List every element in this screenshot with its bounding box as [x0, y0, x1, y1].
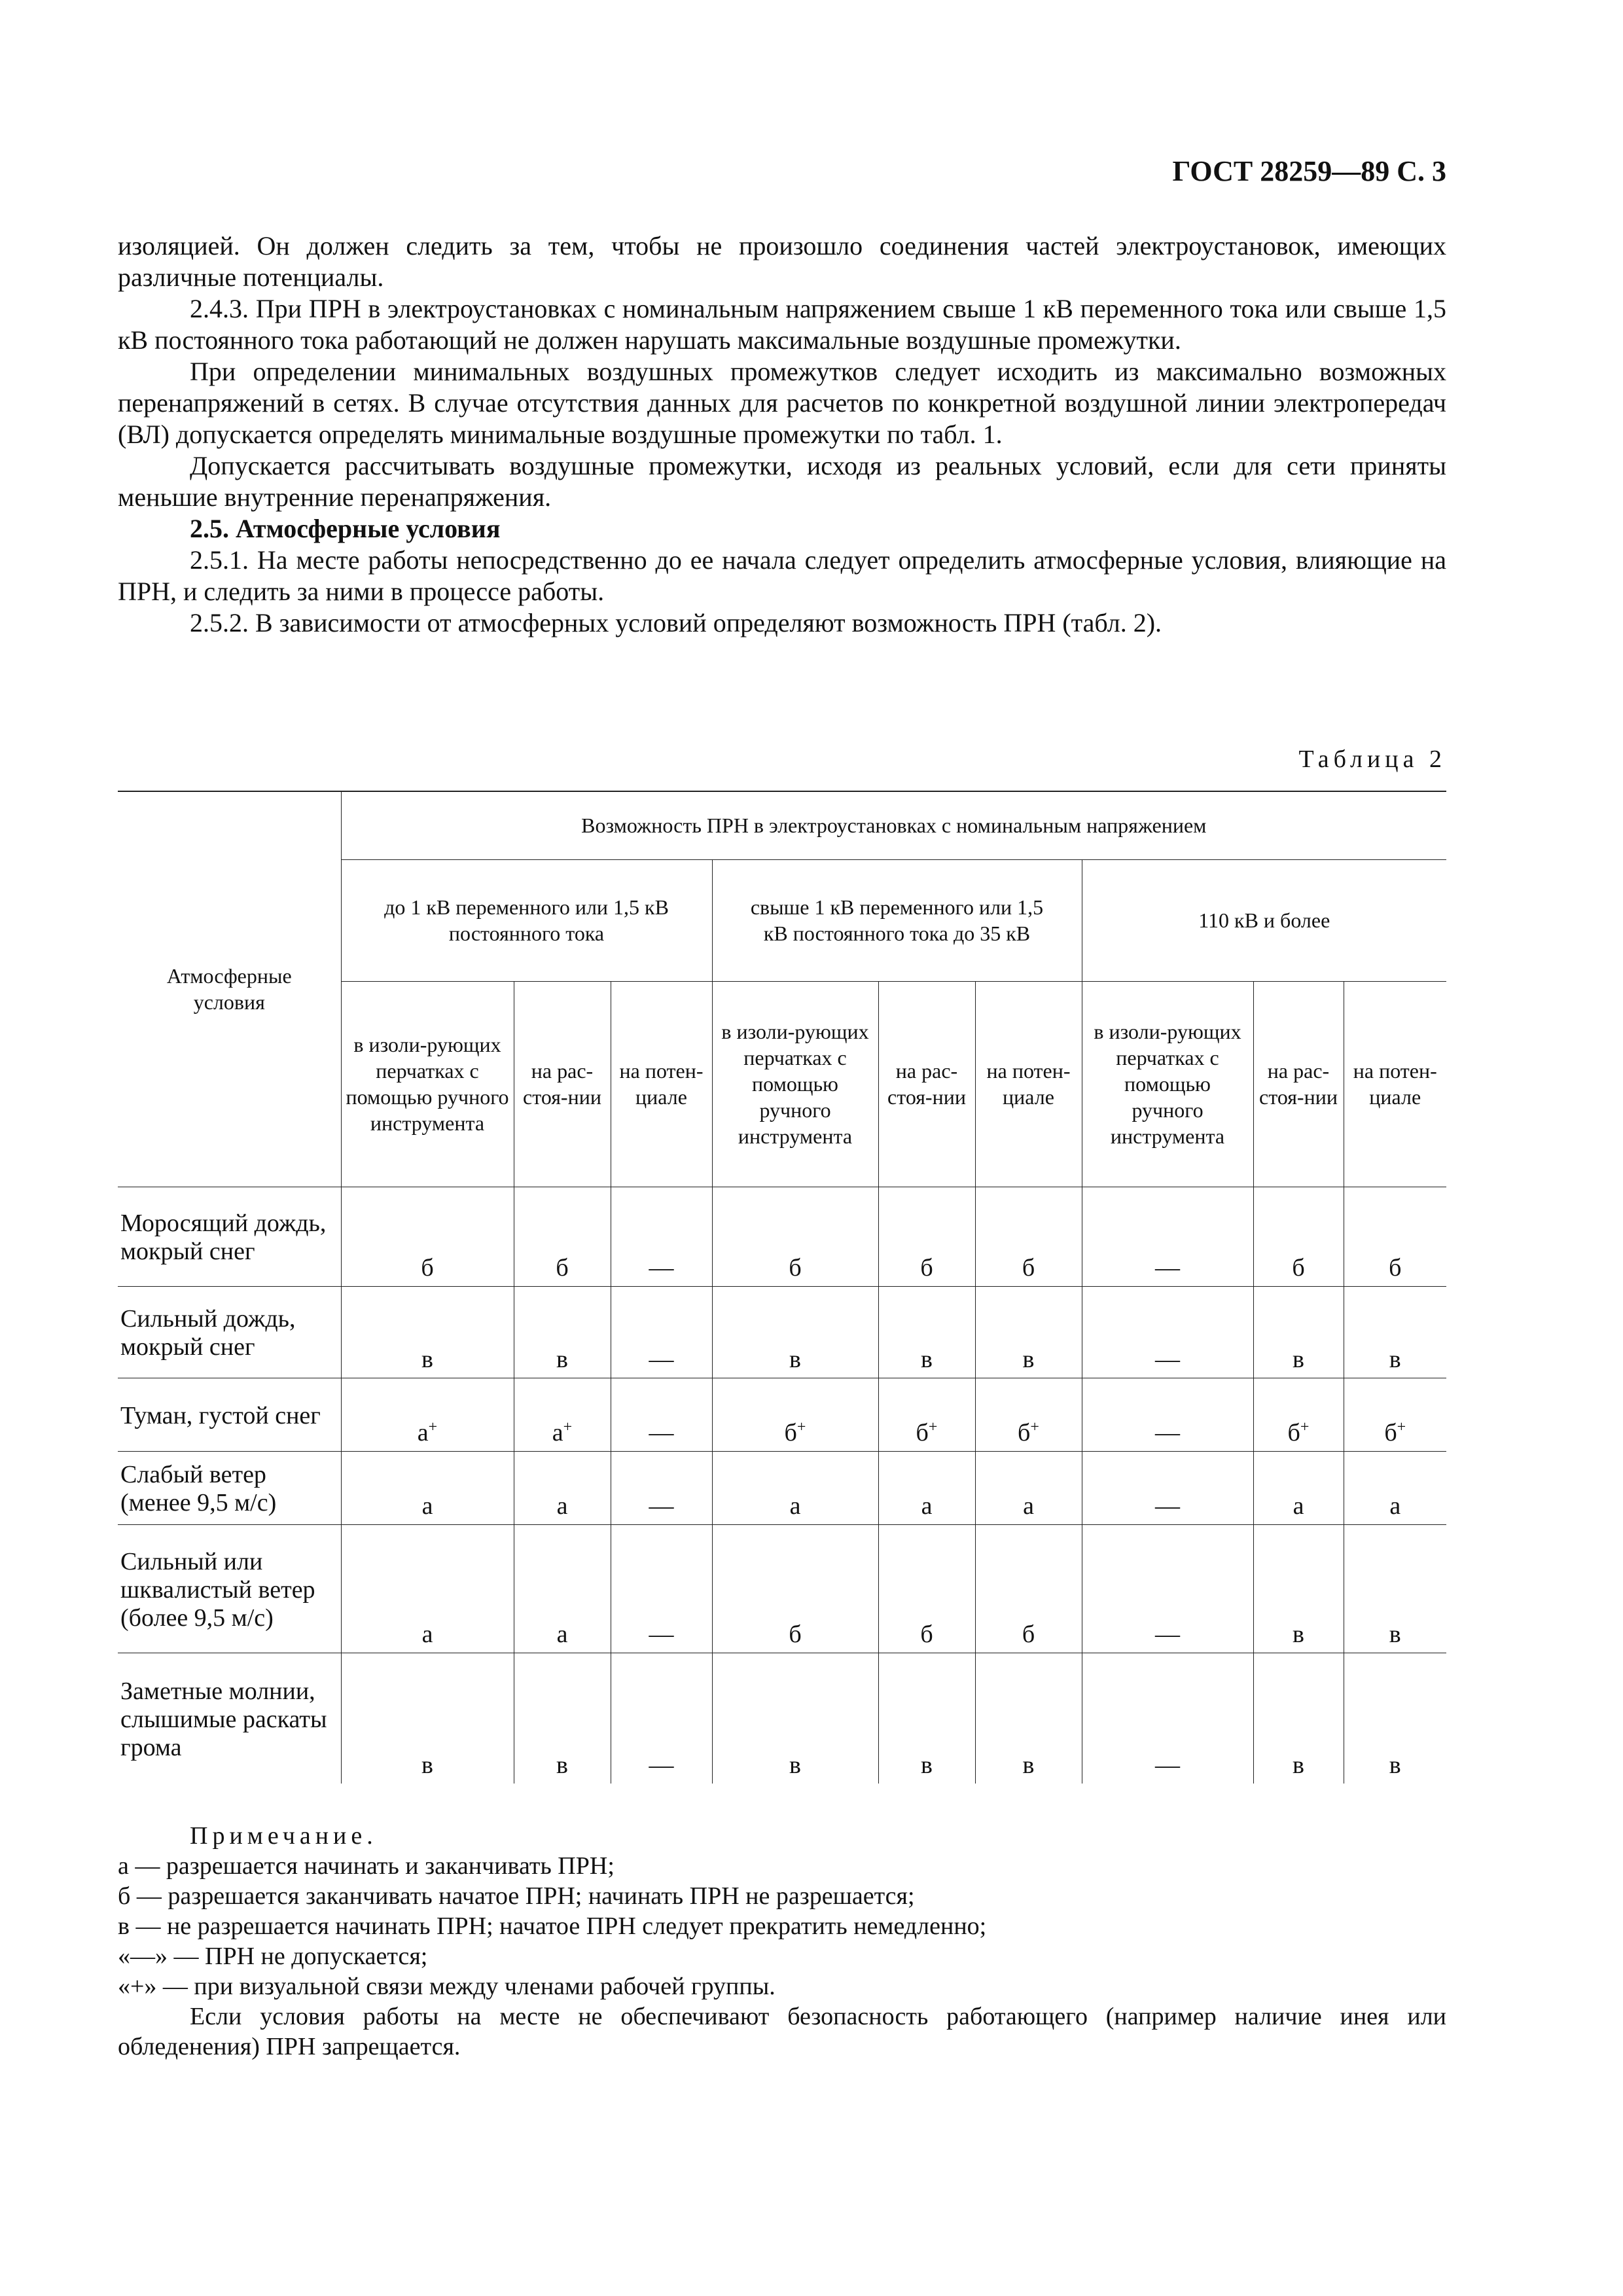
value-cell: — [611, 1653, 712, 1784]
value-cell: б+ [975, 1378, 1082, 1451]
value-cell: в [975, 1653, 1082, 1784]
value-cell: а+ [514, 1378, 611, 1451]
table-row [118, 1378, 1446, 1451]
value-cell: в [341, 1286, 514, 1378]
value-cell: а [341, 1451, 514, 1524]
value-cell: — [611, 1451, 712, 1524]
group-header: Возможность ПРН в электроустановках с номинальным напряжением [341, 791, 1446, 859]
value-cell: в [514, 1286, 611, 1378]
value-cell: в [1253, 1653, 1344, 1784]
value-cell: б+ [712, 1378, 878, 1451]
value-cell: а [514, 1451, 611, 1524]
table-row [118, 1187, 1446, 1286]
value-cell: — [1082, 1286, 1253, 1378]
value-cell: в [975, 1286, 1082, 1378]
value-cell: — [611, 1286, 712, 1378]
group-2-header: свыше 1 кВ переменного или 1,5 кВ постоянного тока до 35 кВ [712, 859, 1082, 981]
notes-title: Примечание. [190, 1822, 378, 1850]
condition-cell: Заметные молнии, слышимые раскаты грома [120, 1677, 327, 1761]
method-distance: на рас-стоя-нии [878, 981, 975, 1187]
value-cell: в [1253, 1524, 1344, 1653]
value-cell: а [1253, 1451, 1344, 1524]
value-cell: — [611, 1524, 712, 1653]
value-cell: — [611, 1187, 712, 1286]
value-cell: — [1082, 1451, 1253, 1524]
paragraph: 2.5.1. На месте работы непосредственно до ее начала следует определить атмосферные условия, влияющие на ПРН, и следить за ними в процессе работы. [118, 545, 1446, 606]
value-cell: б [878, 1187, 975, 1286]
condition-cell: Моросящий дождь, мокрый снег [118, 1187, 341, 1286]
value-cell: в [712, 1653, 878, 1784]
value-cell: в [1344, 1524, 1446, 1653]
section-heading: 2.5. Атмосферные условия [190, 514, 501, 543]
note-v: в — не разрешается начинать ПРН; начатое ПРН следует прекратить немедленно; [118, 1912, 987, 1940]
table-body [118, 1187, 1446, 1784]
value-cell: б+ [1253, 1378, 1344, 1451]
method-potential: на потен-циале [975, 981, 1082, 1187]
value-cell: в [1253, 1286, 1344, 1378]
value-cell: б [514, 1187, 611, 1286]
method-gloves: в изоли-рующих перчатках с помощью ручного инструмента [341, 981, 514, 1187]
paragraph: При определении минимальных воздушных промежутков следует исходить из максимально возможных перенапряжений в сетях. В случае отсутствия данных для расчетов по конкретной воздушной линии электропередач (ВЛ) допускается определять минимальные воздушные промежутки по табл. 1. [118, 357, 1446, 449]
paragraph: Допускается рассчитывать воздушные промежутки, исходя из реальных условий, если для сети приняты меньшие внутренние перенапряжения. [118, 451, 1446, 512]
value-cell: — [1082, 1524, 1253, 1653]
value-cell: в [1344, 1653, 1446, 1784]
condition-cell: Сильный дождь, мокрый снег [118, 1286, 341, 1378]
value-cell: а [712, 1451, 878, 1524]
value-cell: б+ [1344, 1378, 1446, 1451]
value-cell: б [712, 1187, 878, 1286]
note-final: Если условия работы на месте не обеспечивают безопасность работающего (например наличие инея или обледенения) ПРН запрещается. [118, 2003, 1446, 2060]
table-caption: Таблица 2 [1298, 745, 1446, 773]
condition-cell: Туман, густой снег [118, 1378, 341, 1451]
value-cell: в [514, 1653, 611, 1784]
note-plus: «+» — при визуальной связи между членами рабочей группы. [118, 1973, 776, 2000]
body-text [118, 230, 1446, 639]
note-a: а — разрешается начинать и заканчивать ПРН; [118, 1852, 615, 1880]
atmospheric-conditions-table [118, 791, 1446, 1784]
value-cell: — [1082, 1187, 1253, 1286]
condition-cell: Сильный или шквалистый ветер (более 9,5 м/с) [118, 1524, 341, 1653]
value-cell: — [1082, 1378, 1253, 1451]
value-cell: б [712, 1524, 878, 1653]
value-cell: б [1253, 1187, 1344, 1286]
method-gloves: в изоли-рующих перчатках с помощью ручного инструмента [1082, 981, 1253, 1187]
value-cell: в [341, 1653, 514, 1784]
table-row [118, 1451, 1446, 1524]
table-row [118, 1653, 1446, 1784]
value-cell: б [975, 1187, 1082, 1286]
group-3-header: 110 кВ и более [1082, 859, 1446, 981]
method-potential: на потен-циале [611, 981, 712, 1187]
note-dash: «—» — ПРН не допускается; [118, 1943, 428, 1970]
paragraph: 2.5.2. В зависимости от атмосферных условий определяют возможность ПРН (табл. 2). [190, 608, 1162, 637]
method-potential: на потен-циале [1344, 981, 1446, 1187]
value-cell: а [878, 1451, 975, 1524]
method-gloves: в изоли-рующих перчатках с помощью ручного инструмента [712, 981, 878, 1187]
method-distance: на рас-стоя-нии [514, 981, 611, 1187]
value-cell: в [878, 1653, 975, 1784]
value-cell: б [975, 1524, 1082, 1653]
value-cell: в [1344, 1286, 1446, 1378]
method-distance: на рас-стоя-нии [1253, 981, 1344, 1187]
value-cell: — [611, 1378, 712, 1451]
value-cell: б [1344, 1187, 1446, 1286]
paragraph: 2.4.3. При ПРН в электроустановках с номинальным напряжением свыше 1 кВ переменного тока или свыше 1,5 кВ постоянного тока работающий не должен нарушать максимальные воздушные промежутки. [118, 294, 1446, 355]
value-cell: — [1082, 1653, 1253, 1784]
value-cell: в [878, 1286, 975, 1378]
value-cell: а+ [341, 1378, 514, 1451]
page-header: ГОСТ 28259—89 С. 3 [1172, 155, 1446, 187]
value-cell: в [712, 1286, 878, 1378]
value-cell: а [341, 1524, 514, 1653]
value-cell: б [878, 1524, 975, 1653]
col-header-conditions: Атмосферные условия [118, 791, 341, 1187]
paragraph: изоляцией. Он должен следить за тем, чтобы не произошло соединения частей электроустановок, имеющих различные потенциалы. [118, 231, 1446, 292]
value-cell: б+ [878, 1378, 975, 1451]
notes [118, 1821, 1446, 2062]
table-row [118, 1286, 1446, 1378]
group-1-header: до 1 кВ переменного или 1,5 кВ постоянного тока [341, 859, 712, 981]
table-row [118, 1524, 1446, 1653]
value-cell: а [1344, 1451, 1446, 1524]
condition-cell: Слабый ветер (менее 9,5 м/с) [118, 1451, 341, 1524]
value-cell: б [341, 1187, 514, 1286]
value-cell: а [975, 1451, 1082, 1524]
value-cell: а [514, 1524, 611, 1653]
note-b: б — разрешается заканчивать начатое ПРН; начинать ПРН не разрешается; [118, 1882, 915, 1910]
